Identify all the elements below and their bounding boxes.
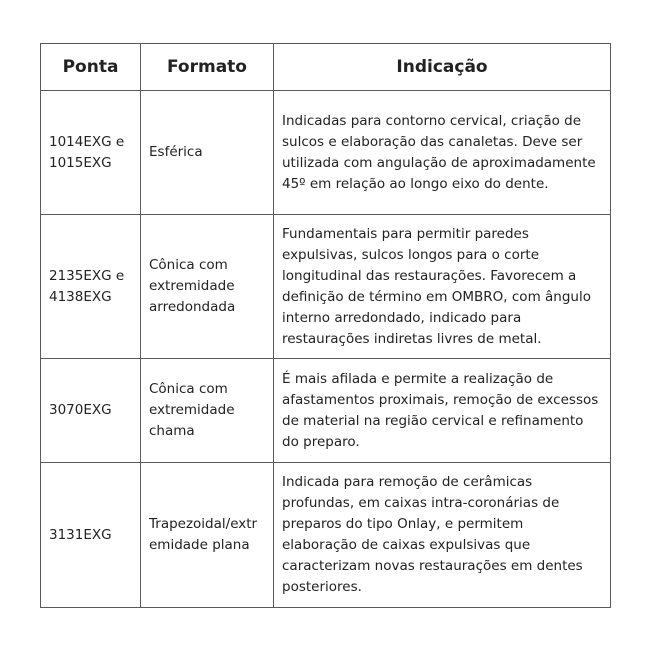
header-indicacao: Indicação bbox=[274, 44, 611, 91]
cell-formato: Trapezoidal/extr emidade plana bbox=[141, 463, 274, 608]
cell-indicacao: Fundamentais para permitir paredes expulsivas, sulcos longos para o corte longitudinal das restaurações. Favorecem a definição de término em OMBRO, com ângulo interno arredondado, indicado para restaurações indiretas livres de metal. bbox=[274, 215, 611, 359]
cell-ponta: 2135EXG e 4138EXG bbox=[41, 215, 141, 359]
cell-ponta: 3131EXG bbox=[41, 463, 141, 608]
cell-ponta: 3070EXG bbox=[41, 359, 141, 463]
cell-formato: Esférica bbox=[141, 91, 274, 215]
cell-indicacao: Indicadas para contorno cervical, criação de sulcos e elaboração das canaletas. Deve ser utilizada com angulação de aproximadamente 45º em relação ao longo eixo do dente. bbox=[274, 91, 611, 215]
table-row bbox=[41, 359, 611, 463]
cell-indicacao: É mais afilada e permite a realização de afastamentos proximais, remoção de excessos de material na região cervical e refinamento do preparo. bbox=[274, 359, 611, 463]
table-row bbox=[41, 91, 611, 215]
table-body bbox=[41, 91, 611, 608]
header-row bbox=[41, 44, 611, 91]
table-row bbox=[41, 215, 611, 359]
header-formato: Formato bbox=[141, 44, 274, 91]
header-ponta: Ponta bbox=[41, 44, 141, 91]
table-row bbox=[41, 463, 611, 608]
cell-formato: Cônica com extremidade chama bbox=[141, 359, 274, 463]
cell-ponta: 1014EXG e 1015EXG bbox=[41, 91, 141, 215]
table-header bbox=[41, 44, 611, 91]
tips-table bbox=[40, 43, 611, 608]
cell-formato: Cônica com extremidade arredondada bbox=[141, 215, 274, 359]
cell-indicacao: Indicada para remoção de cerâmicas profundas, em caixas intra-coronárias de preparos do tipo Onlay, e permitem elaboração de caixas expulsivas que caracterizam novas restaurações em dentes posteriores. bbox=[274, 463, 611, 608]
